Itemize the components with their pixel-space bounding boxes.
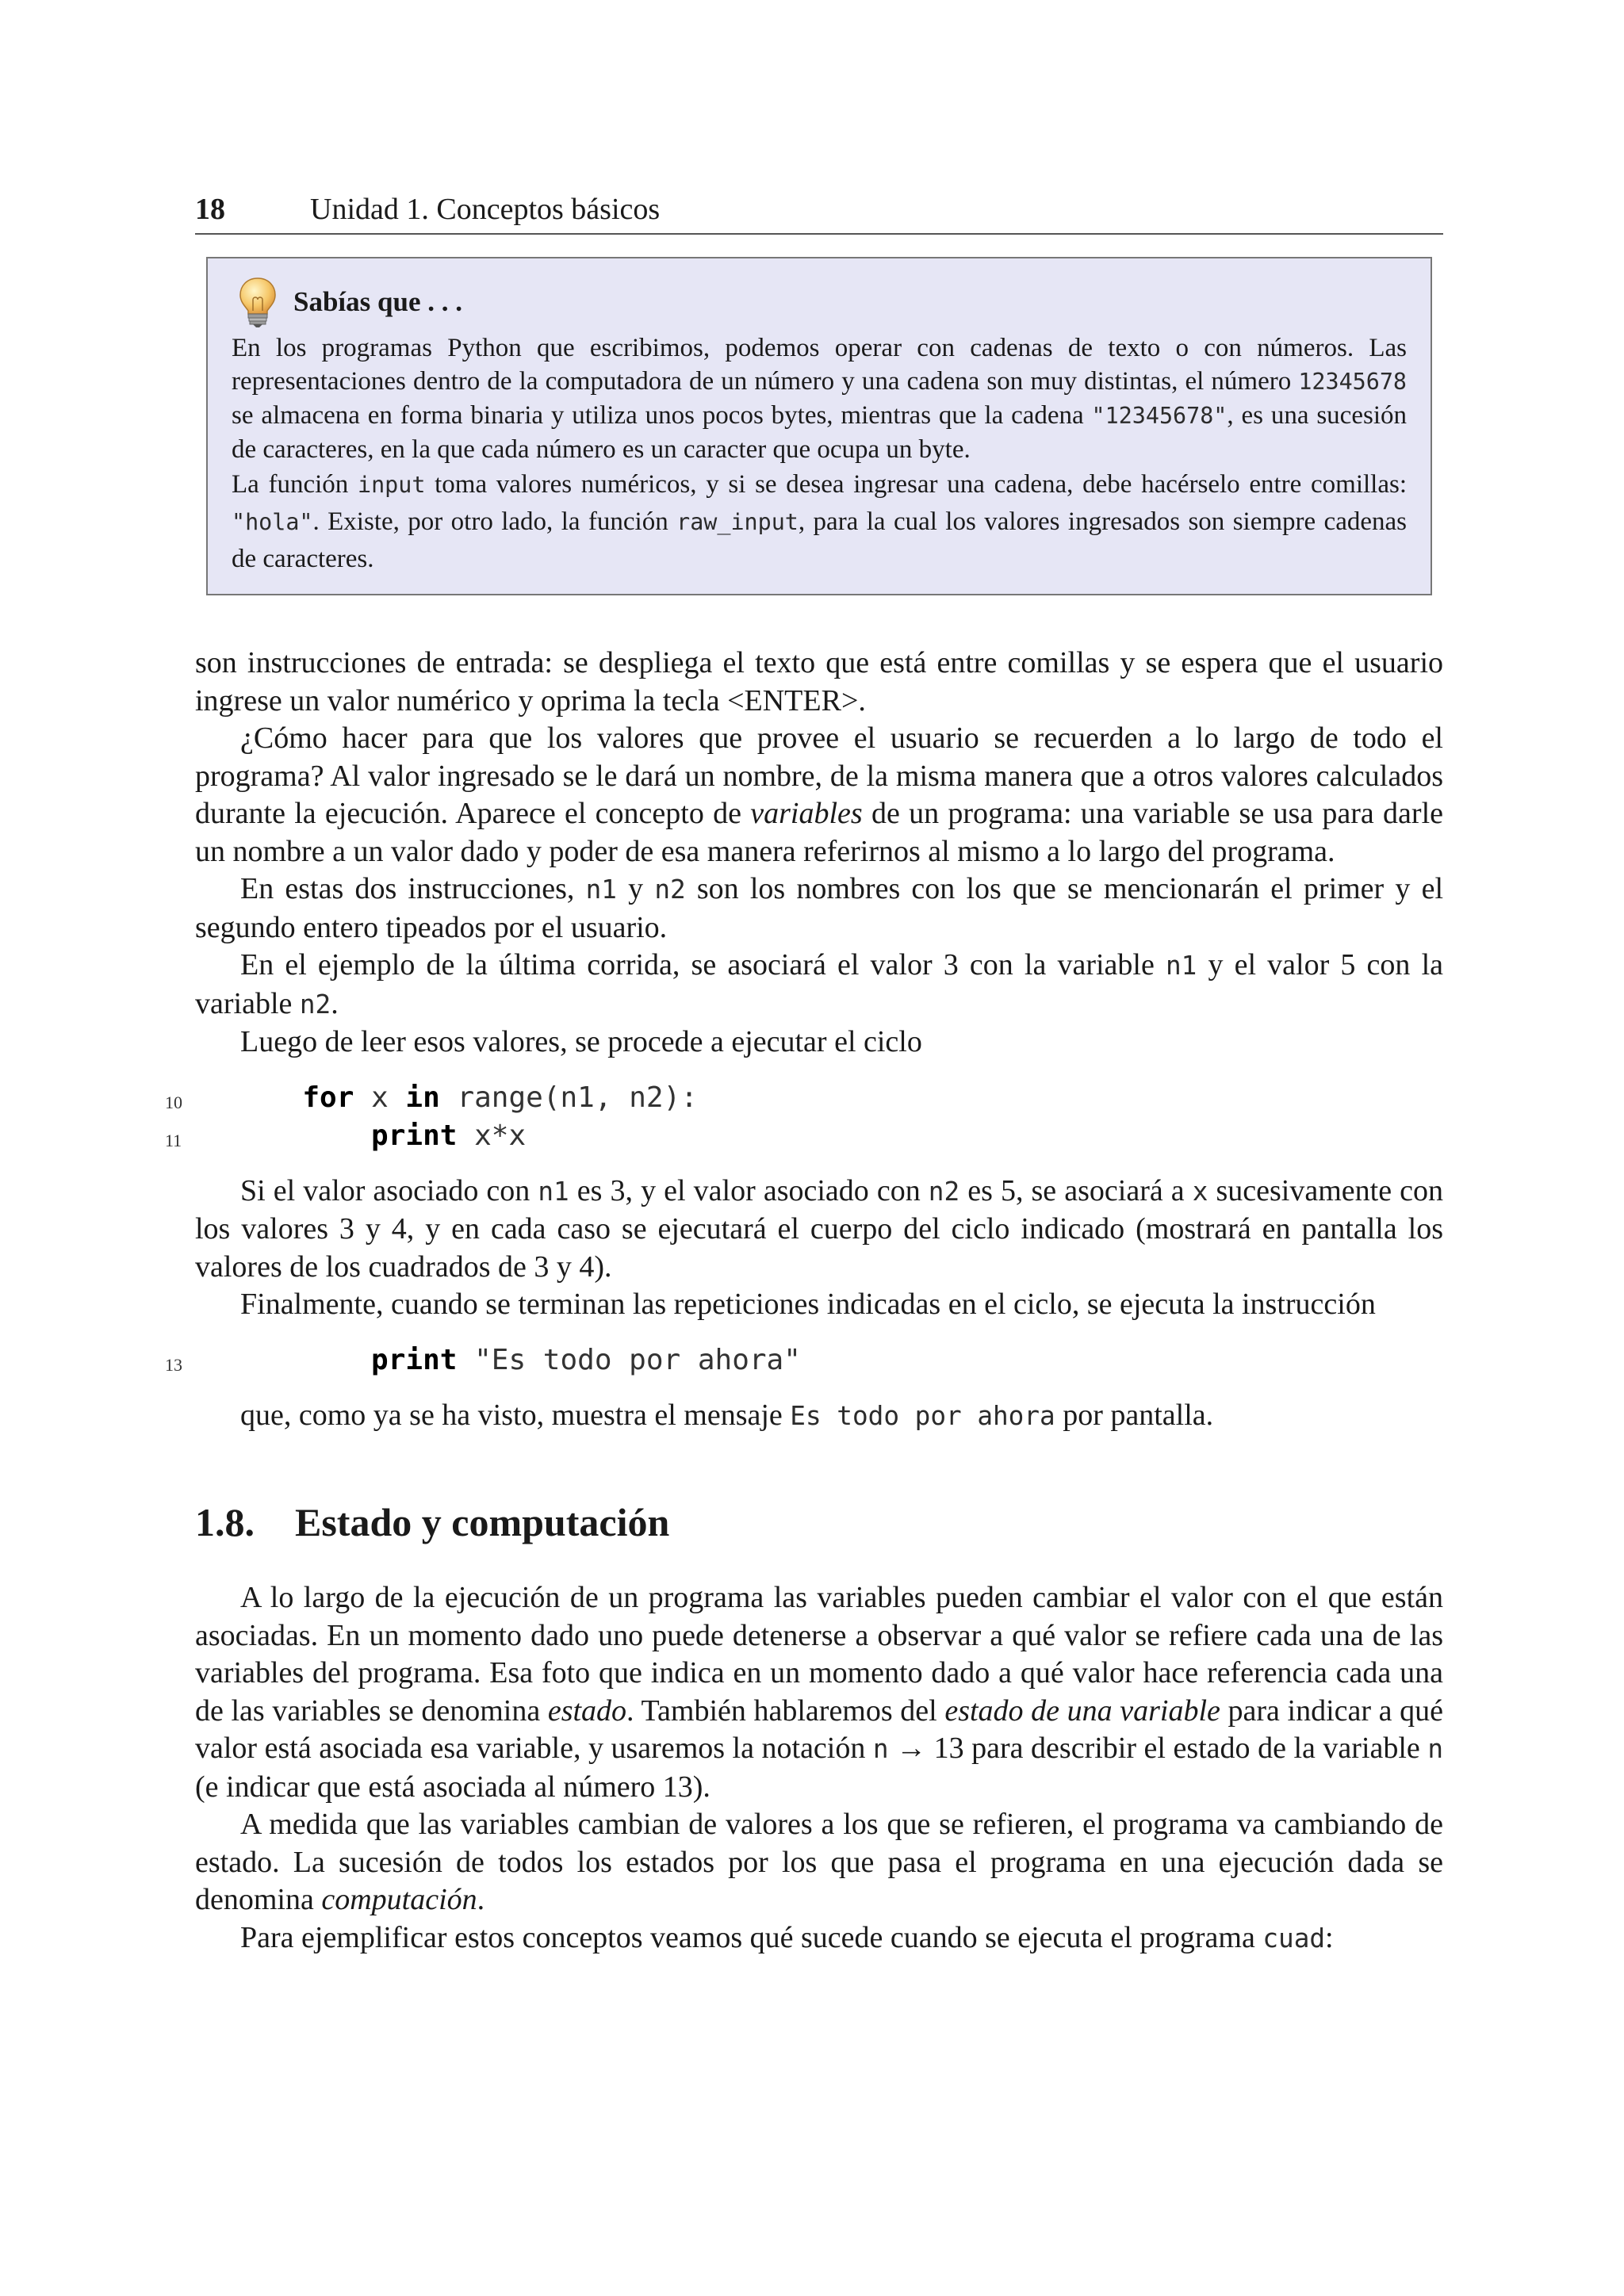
code-line [165,1341,1443,1380]
inline-code: raw_input [676,509,799,535]
text: y [616,872,655,905]
text: son los nombres con los que se mencionarán el primer y el segundo entero tipeados por el usuario. [195,872,1443,944]
text: . [331,986,339,1020]
box-paragraph-1 [232,331,1407,466]
text: En los programas Python que escribimos, podemos operar con cadenas de texto o con números. Las representaciones dentro de la computadora de un número y una cadena son muy distintas, el número [232,334,1407,396]
text: , para la cual los valores ingresados son siempre cadenas de caracteres. [232,507,1407,573]
text: : [1325,1920,1334,1954]
inline-code: n2 [928,1176,960,1207]
text: por pantalla. [1055,1398,1214,1432]
inline-code: input [358,472,426,498]
text: y el valor 5 con la variable [195,948,1443,1020]
line-number: 11 [165,1130,182,1150]
emphasis: estado [547,1693,627,1728]
text: En el ejemplo de la última corrida, se asociará el valor 3 con la variable [240,948,1166,982]
emphasis: computación [321,1883,477,1916]
text: es 5, se asociará a [959,1173,1193,1207]
line-number: 10 [165,1092,182,1112]
keyword: print [371,1343,458,1376]
paragraph [195,1919,1443,1958]
inline-code: Es todo por ahora [790,1400,1055,1431]
paragraph [195,1397,1443,1436]
inline-code: n2 [299,989,331,1020]
paragraph: son instrucciones de entrada: se despliega el texto que está entre comillas y se espera que el usuario ingrese un valor numérico y oprima la tecla <ENTER>. [195,646,1443,718]
code-text: x*x [457,1119,527,1152]
paragraph [195,1579,1443,1806]
code-text: range(n1, n2): [439,1081,698,1114]
emphasis: variables [750,797,863,830]
page-number: 18 [195,193,225,226]
text: A medida que las variables cambian de valores a los que se refieren, el programa va cambiando de estado. La sucesión de todos los estados por los que pasa el programa en una ejecución dada se denomina [195,1808,1443,1916]
box-title [236,276,1407,328]
text: En estas dos instrucciones, [240,872,586,905]
text: (e indicar que está asociada al número 13). [195,1770,710,1804]
line-number: 13 [165,1354,182,1375]
paragraph [195,871,1443,947]
text: . Existe, por otro lado, la función [312,507,677,536]
inline-code: "hola" [232,509,313,535]
text: sucesivamente con los valores 3 y 4, y en cada caso se ejecutará el cuerpo del ciclo indicado (mostrará en pantalla los valores de los cuadrados de 3 y 4). [195,1173,1444,1284]
paragraph: Finalmente, cuando se terminan las repeticiones indicadas en el ciclo, se ejecuta la instrucción [240,1288,1376,1321]
did-you-know-box [206,257,1432,595]
inline-code: 12345678 [1298,369,1407,395]
code-text: "Es todo por ahora" [457,1343,801,1376]
text: La función [232,470,358,499]
text: de un programa: una variable se usa para darle un nombre a un valor dado y poder de esa manera referirnos al mismo a lo largo del programa. [195,797,1444,868]
inline-code: n [872,1734,889,1764]
paragraph [195,1806,1443,1919]
text: Para ejemplificar estos conceptos veamos qué sucede cuando se ejecuta el programa [240,1920,1263,1954]
text: ¿Cómo hacer para que los valores que provee el usuario se recuerden a lo largo de todo el programa? Al valor ingresado se le dará un nombre, de la misma manera que a otros valores calculados durante la ejecución. Aparece el concepto de [195,721,1443,830]
text: que, como ya se ha visto, muestra el mensaje [240,1398,791,1432]
text: . También hablaremos del [626,1693,945,1728]
page-header [195,190,1443,235]
chapter-title: Unidad 1. Conceptos básicos [310,193,661,226]
text: , es una sucesión de caracteres, en la que cada número es un caracter que ocupa un byte. [232,401,1407,464]
code-block [165,1079,1443,1155]
paragraph: Luego de leer esos valores, se procede a ejecutar el ciclo [240,1025,922,1058]
page [165,190,1444,1957]
text: . [477,1883,485,1916]
inline-code: n1 [1165,951,1197,981]
text: Si el valor asociado con [240,1173,538,1207]
inline-code: n1 [538,1176,569,1207]
inline-code: "12345678" [1091,403,1228,429]
inline-code: n1 [585,874,617,905]
inline-code: x [1192,1176,1208,1207]
paragraph [195,720,1443,871]
text: es 3, y el valor asociado con [569,1173,929,1207]
text: toma valores numéricos, y si se desea ingresar una cadena, debe hacérselo entre comillas: [425,470,1407,499]
text: A lo largo de la ejecución de un programa las variables pueden cambiar el valor con el que están asociadas. En un momento dado uno puede detenerse a observar a qué valor se refiere cada una de las variables del programa. Esa foto que indica en un momento dado a qué valor hace referencia cada una de las variables se denomina [195,1581,1443,1728]
emphasis: estado de una variable [944,1693,1220,1728]
section-title: Estado y computación [295,1500,670,1544]
text: → 13 para describir el estado de la variable [888,1732,1428,1765]
text: para indicar a qué valor está asociada esa variable, y usaremos la notación [195,1693,1443,1765]
code-block [165,1341,1443,1380]
code-line [165,1117,1443,1155]
paragraph [195,947,1443,1024]
box-title-text: Sabías que . . . [293,286,462,317]
section-number: 1.8. [195,1500,255,1544]
lightbulb-icon [236,276,279,328]
inline-code: cuad [1262,1923,1326,1954]
inline-code: n [1427,1734,1443,1764]
code-line [165,1079,1443,1117]
section-heading [195,1498,1443,1546]
keyword: for [302,1081,354,1114]
box-paragraph-2 [232,466,1407,578]
paragraph [195,1173,1443,1287]
text: se almacena en forma binaria y utiliza unos pocos bytes, mientras que la cadena [232,401,1092,430]
keyword: print [371,1119,458,1152]
code-text: x [354,1081,406,1114]
inline-code: n2 [654,874,686,905]
keyword: in [405,1081,440,1114]
body-text [165,645,1444,1957]
